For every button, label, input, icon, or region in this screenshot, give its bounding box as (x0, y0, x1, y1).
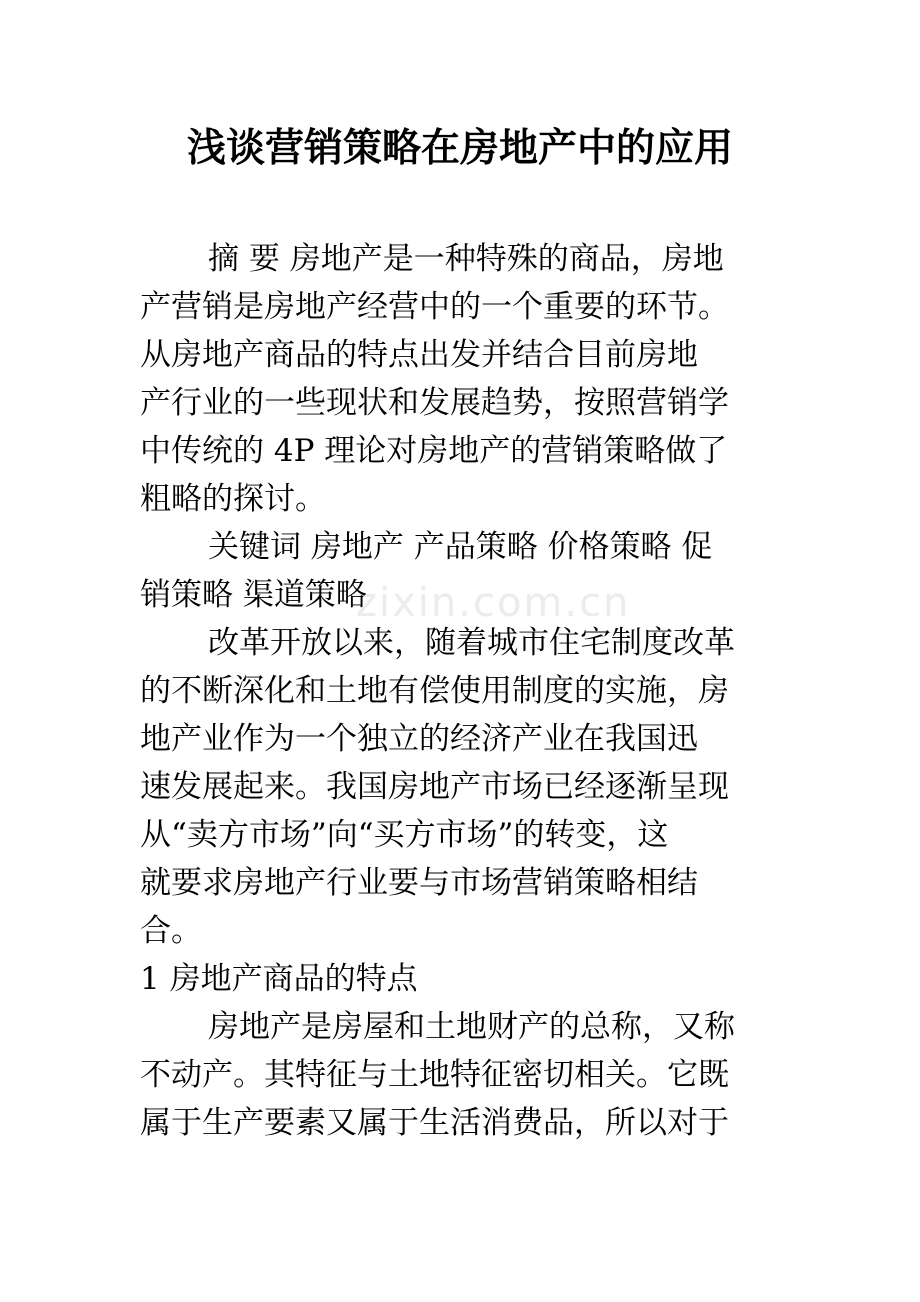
document-title: 浅谈营销策略在房地产中的应用 (186, 126, 733, 171)
abstract-line: 产营销是房地产经营中的一个重要的环节。 (140, 289, 729, 325)
intro-line: 从“卖方市场”向“买方市场”的转变，这 (140, 817, 669, 853)
body-line: 不动产。其特征与土地特征密切相关。它既 (140, 1057, 729, 1093)
intro-line: 改革开放以来，随着城市住宅制度改革 (208, 625, 735, 661)
abstract-line: 中传统的 4P 理论对房地产的营销策略做了 (140, 433, 728, 469)
watermark-text: zixin.com.cn (356, 580, 631, 626)
body-line: 属于生产要素又属于生活消费品，所以对于 (140, 1105, 729, 1141)
intro-line: 速发展起来。我国房地产市场已经逐渐呈现 (140, 769, 729, 805)
keywords-line: 销策略 渠道策略 (140, 577, 367, 613)
abstract-line: 产行业的一些现状和发展趋势，按照营销学 (140, 385, 729, 421)
abstract-line: 粗略的探讨。 (140, 481, 326, 517)
intro-line: 地产业作为一个独立的经济产业在我国迅 (140, 721, 698, 757)
intro-line: 的不断深化和土地有偿使用制度的实施，房 (140, 673, 729, 709)
section-heading: 1 房地产商品的特点 (140, 961, 418, 997)
intro-line: 就要求房地产行业要与市场营销策略相结 (140, 865, 698, 901)
body-line: 房地产是房屋和土地财产的总称，又称 (208, 1009, 735, 1045)
intro-line: 合。 (140, 913, 202, 949)
keywords-line: 关键词 房地产 产品策略 价格策略 促 (208, 529, 713, 565)
abstract-line: 从房地产商品的特点出发并结合目前房地 (140, 337, 698, 373)
abstract-line: 摘 要 房地产是一种特殊的商品，房地 (208, 241, 724, 277)
